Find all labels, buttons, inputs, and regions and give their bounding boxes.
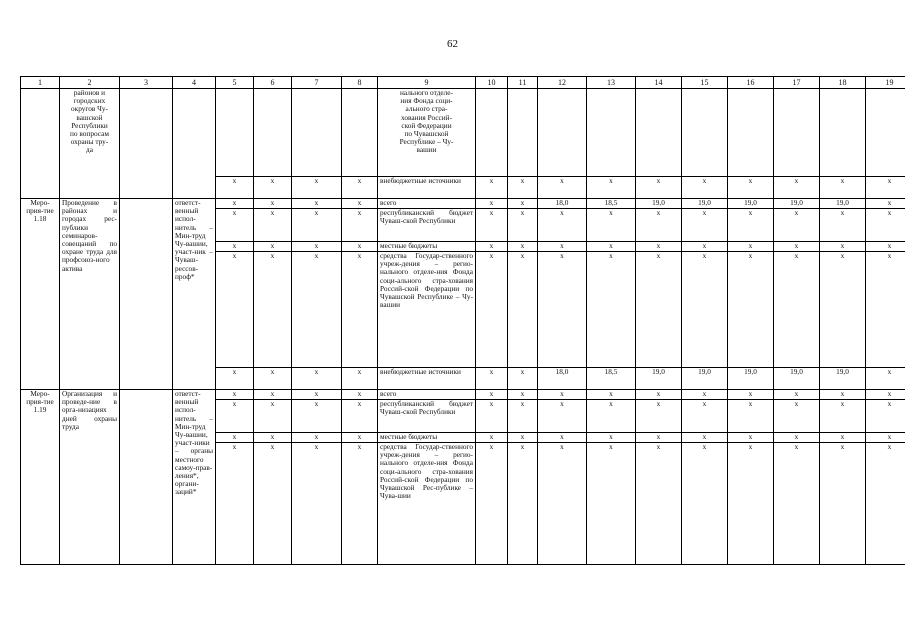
value-cell: x [774,242,820,252]
value-cell: x [538,400,587,433]
funding-source-cell: внебюджетные источники [378,177,476,199]
value-cell: 19,0 [820,199,866,209]
empty-cell [120,89,173,199]
value-cell: 19,0 [728,199,774,209]
value-cell: x [476,368,508,390]
value-cell: x [292,209,342,242]
value-cell: x [866,443,905,565]
value-cell: x [254,400,292,433]
value-cell: x [820,433,866,443]
col-header: 15 [682,77,728,89]
value-cell: x [216,390,254,400]
table-row [21,199,905,209]
executor-cell [173,89,216,199]
value-cell: x [866,252,905,368]
value-cell: x [682,252,728,368]
col-header: 10 [476,77,508,89]
value-cell: x [682,390,728,400]
funding-source-cell: всего [378,199,476,209]
value-cell: x [292,252,342,368]
value-cell: x [508,368,538,390]
value-cell: x [254,242,292,252]
executor-cell: ответст-венный испол-нитель – Мин-труд Чу-вашии, участ-ник – Чуваш-рессов-проф* [173,199,216,390]
value-cell: x [820,400,866,433]
value-cell: x [254,368,292,390]
value-cell: x [216,199,254,209]
value-cell: x [508,400,538,433]
value-cell: x [636,242,682,252]
value-cell: x [342,242,378,252]
empty-cell [820,89,866,177]
value-cell: x [216,368,254,390]
empty-cell [774,89,820,177]
value-cell: 19,0 [774,199,820,209]
value-cell: x [587,443,636,565]
empty-cell [254,89,292,177]
value-cell: x [342,252,378,368]
value-cell: x [636,443,682,565]
value-cell: x [538,252,587,368]
value-cell: x [476,433,508,443]
value-cell: x [728,242,774,252]
value-cell: 19,0 [682,199,728,209]
value-cell: x [866,199,905,209]
value-cell: x [254,390,292,400]
value-cell: x [216,400,254,433]
table-row [21,390,905,400]
value-cell: x [342,209,378,242]
value-cell: x [820,242,866,252]
value-cell: x [636,252,682,368]
value-cell: x [216,242,254,252]
col-header: 17 [774,77,820,89]
empty-cell [216,89,254,177]
value-cell: x [476,209,508,242]
value-cell: x [342,400,378,433]
value-cell: x [774,252,820,368]
value-cell: x [682,177,728,199]
executor-cell: ответст-венный испол-нитель – Мин-труд Чу-вашии, участ-ники – органы местного самоу-прав-ления*, органи-заций* [173,390,216,565]
value-cell: x [216,209,254,242]
value-cell: x [728,390,774,400]
page-number: 62 [447,38,458,50]
value-cell: x [866,177,905,199]
value-cell: x [728,443,774,565]
value-cell: x [820,252,866,368]
value-cell: x [866,209,905,242]
value-cell: 19,0 [682,368,728,390]
col-header: 6 [254,77,292,89]
value-cell: x [476,390,508,400]
funding-source-cell: всего [378,390,476,400]
value-cell: x [866,368,905,390]
value-cell: x [587,177,636,199]
value-cell: x [292,242,342,252]
value-cell: x [682,209,728,242]
value-cell: x [587,433,636,443]
value-cell: x [342,368,378,390]
value-cell: 19,0 [774,368,820,390]
funding-source-cell: республиканский бюджет Чуваш-ской Республики [378,209,476,242]
value-cell: x [508,177,538,199]
value-cell: x [216,177,254,199]
value-cell: x [587,400,636,433]
value-cell: x [254,199,292,209]
value-cell: 19,0 [636,199,682,209]
col-header: 11 [508,77,538,89]
funding-source-cell: внебюджетные источники [378,368,476,390]
value-cell: x [728,177,774,199]
measure-label-cell: Меро-прия-тие 1.18 [21,199,60,390]
value-cell: x [636,209,682,242]
value-cell: x [476,252,508,368]
empty-cell [538,89,587,177]
col-header: 13 [587,77,636,89]
empty-cell [636,89,682,177]
col-header: 14 [636,77,682,89]
value-cell: x [538,443,587,565]
value-cell: x [342,199,378,209]
value-cell: 18,0 [538,368,587,390]
value-cell: x [587,209,636,242]
measure-name-cell: Организация и проведе-ние в орга-низациях дней охраны труда [60,390,120,565]
value-cell: x [587,390,636,400]
col-header: 5 [216,77,254,89]
value-cell: x [820,390,866,400]
value-cell: x [774,177,820,199]
measure-name-cell: Проведение в районах и городах рес-публики семинаров-совещаний по охране труда для профсоюз-ного актива [60,199,120,390]
value-cell: x [636,177,682,199]
value-cell: x [774,400,820,433]
measure-name-cell: районов и городских округов Чу- вашской Республики по вопросам охраны тру- да [60,89,120,199]
empty-cell [866,89,905,177]
value-cell: x [682,400,728,433]
value-cell: x [774,443,820,565]
col-header: 9 [378,77,476,89]
value-cell: 18,0 [538,199,587,209]
col-header: 18 [820,77,866,89]
value-cell: x [508,433,538,443]
value-cell: x [254,443,292,565]
empty-cell [120,390,173,565]
empty-cell [292,89,342,177]
value-cell: x [774,390,820,400]
col-header: 8 [342,77,378,89]
empty-cell [682,89,728,177]
value-cell: x [508,199,538,209]
value-cell: x [292,177,342,199]
column-number-row [21,77,905,89]
value-cell: x [728,433,774,443]
value-cell: x [508,443,538,565]
value-cell: x [866,390,905,400]
col-header: 19 [866,77,905,89]
funding-source-cell: средства Государ-ственного учреж-дения – регио-нального отделе-ния Фонда соци-ального стра-хования Россий-ской Федерации по Чувашской Рес-публике – Чува-шии [378,443,476,565]
value-cell: x [508,209,538,242]
col-header: 1 [21,77,60,89]
budget-table [20,76,905,565]
value-cell: x [636,433,682,443]
value-cell: x [254,252,292,368]
empty-cell [342,89,378,177]
value-cell: x [342,177,378,199]
value-cell: x [216,443,254,565]
value-cell: x [682,443,728,565]
value-cell: x [292,390,342,400]
measure-label-cell: Меро-прия-тие 1.19 [21,390,60,565]
value-cell: x [216,252,254,368]
funding-source-cell: нального отделе- ния Фонда соци- ального стра- хования Россий- ской Федерации по Чувашской Республике – Чу- вашии [378,89,476,177]
value-cell: x [342,443,378,565]
value-cell: x [476,242,508,252]
value-cell: x [587,242,636,252]
value-cell: x [682,433,728,443]
measure-label-cell [21,89,60,199]
value-cell: x [820,177,866,199]
value-cell: x [476,199,508,209]
value-cell: x [292,400,342,433]
value-cell: x [538,433,587,443]
continuation-row [21,89,905,177]
col-header: 7 [292,77,342,89]
value-cell: x [820,209,866,242]
funding-source-cell: средства Государ-ственного учреж-дения – регио-нального отделе-ния Фонда соци-ального стра-хования Россий-ской Федерации по Чувашской Республике – Чу-вашии [378,252,476,368]
value-cell: x [292,368,342,390]
col-header: 16 [728,77,774,89]
value-cell: x [866,400,905,433]
value-cell: x [254,433,292,443]
value-cell: x [587,252,636,368]
empty-cell [120,199,173,390]
value-cell: x [342,433,378,443]
value-cell: x [508,252,538,368]
value-cell: x [216,433,254,443]
value-cell: x [538,390,587,400]
value-cell: x [728,209,774,242]
col-header: 3 [120,77,173,89]
value-cell: x [538,209,587,242]
value-cell: x [538,177,587,199]
col-header: 4 [173,77,216,89]
value-cell: x [774,433,820,443]
value-cell: x [774,209,820,242]
value-cell: x [292,199,342,209]
value-cell: x [342,390,378,400]
value-cell: x [636,390,682,400]
empty-cell [587,89,636,177]
empty-cell [476,89,508,177]
col-header: 2 [60,77,120,89]
value-cell: x [476,177,508,199]
value-cell: x [820,443,866,565]
funding-source-cell: местные бюджеты [378,433,476,443]
value-cell: x [292,433,342,443]
funding-source-cell: республиканский бюджет Чуваш-ской Республики [378,400,476,433]
value-cell: x [476,443,508,565]
value-cell: x [254,209,292,242]
value-cell: x [508,242,538,252]
value-cell: x [254,177,292,199]
value-cell: x [728,400,774,433]
value-cell: x [292,443,342,565]
value-cell: 19,0 [636,368,682,390]
value-cell: x [476,400,508,433]
col-header: 12 [538,77,587,89]
value-cell: 19,0 [820,368,866,390]
value-cell: 18,5 [587,199,636,209]
value-cell: x [508,390,538,400]
value-cell: x [636,400,682,433]
empty-cell [508,89,538,177]
empty-cell [728,89,774,177]
value-cell: x [866,433,905,443]
value-cell: x [682,242,728,252]
value-cell: x [538,242,587,252]
funding-source-cell: местные бюджеты [378,242,476,252]
value-cell: 18,5 [587,368,636,390]
value-cell: 19,0 [728,368,774,390]
value-cell: x [728,252,774,368]
value-cell: x [866,242,905,252]
